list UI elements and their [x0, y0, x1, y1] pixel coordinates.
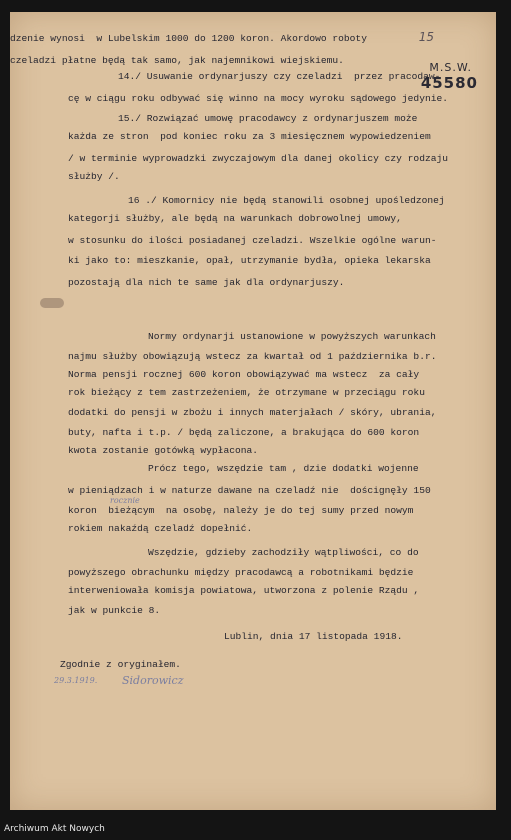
ink-stain [40, 298, 64, 308]
archive-name: Archiwum Akt Nowych [4, 824, 105, 834]
handwritten-date: 29.3.1919. [54, 676, 98, 685]
text-line: interweniowała komisja powiatowa, utworzona z polenie Rządu , [68, 585, 420, 596]
text-line: jak w punkcie 8. [68, 605, 161, 616]
text-line: buty, nafta i t.p. / będą zaliczone, a brakująca do 600 koron [68, 427, 420, 438]
text-line: dodatki do pensji w zbożu i innych materjałach / skóry, ubrania, [68, 407, 437, 418]
text-line: 14./ Usuwanie ordynarjuszy czy czeladzi przez pracodaw- [118, 71, 441, 82]
text-line: / w terminie wyprowadzki zwyczajowym dla danej okolicy czy rodzaju [68, 153, 448, 164]
text-line: rokiem nakaźdą czeladź dopełnić. [68, 523, 253, 534]
text-line: Wszędzie, gdzieby zachodziły wątpliwości, co do [148, 547, 419, 558]
handwritten-signature: Sidorowicz [122, 674, 184, 687]
reference-number: 45580 [420, 74, 478, 92]
certification-line: Zgodnie z oryginałem. [60, 659, 181, 670]
text-line: koron bieżącym na osobę, należy je do tej sumy przed nowym [68, 505, 414, 516]
ministry-stamp: M.S.W. [429, 61, 472, 74]
place-date-line: Lublin, dnia 17 listopada 1918. [224, 631, 403, 642]
archive-footer-bar [0, 818, 511, 840]
text-line: Norma pensji rocznej 600 koron obowiązywać ma wstecz za cały [68, 369, 420, 380]
text-line: służby /. [68, 171, 120, 182]
text-line: najmu służby obowiązują wstecz za kwartał od 1 października b.r. [68, 351, 437, 362]
text-line: czeladzi płatne będą tak samo, jak najemnikowi wiejskiemu. [10, 55, 344, 66]
text-line: pozostają dla nich te same jak dla ordynarjuszy. [68, 277, 345, 288]
text-line: Normy ordynarji ustanowione w powyższych warunkach [148, 331, 436, 342]
text-line: każda ze stron pod koniec roku za 3 miesięcznem wypowiedzeniem [68, 131, 431, 142]
text-line: ki jako to: mieszkanie, opał, utrzymanie bydła, opieka lekarska [68, 255, 431, 266]
text-line: 15./ Rozwiązać umowę pracodawcy z ordynarjuszem może [118, 113, 418, 124]
text-line: cę w ciągu roku odbywać się winno na mocy wyroku sądowego jedynie. [68, 93, 448, 104]
text-line: powyższego obrachunku między pracodawcą a robotnikami będzie [68, 567, 414, 578]
text-line: w stosunku do ilości posiadanej czeladzi. Wszelkie ogólne warun- [68, 235, 437, 246]
text-line: kwota zostanie gotówką wypłacona. [68, 445, 258, 456]
text-line: kategorji służby, ale będą na warunkach dobrowolnej umowy, [68, 213, 402, 224]
text-line: rok bieżący z tem zastrzeżeniem, że otrzymane w przeciągu roku [68, 387, 425, 398]
text-line: Prócz tego, wszędzie tam , dzie dodatki wojenne [148, 463, 419, 474]
handwritten-insert: rocznie [110, 496, 140, 505]
text-line: 16 ./ Komornicy nie będą stanowili osobnej upośledzonej [128, 195, 445, 206]
text-line: w pieniądzach i w naturze dawane na czeladź nie doścignęły 150 [68, 485, 431, 496]
text-line: dzenie wynosi w Lubelskim 1000 do 1200 koron. Akordowo roboty [10, 33, 367, 44]
document-page [10, 12, 496, 810]
archive-page-number: 15 [418, 30, 434, 44]
